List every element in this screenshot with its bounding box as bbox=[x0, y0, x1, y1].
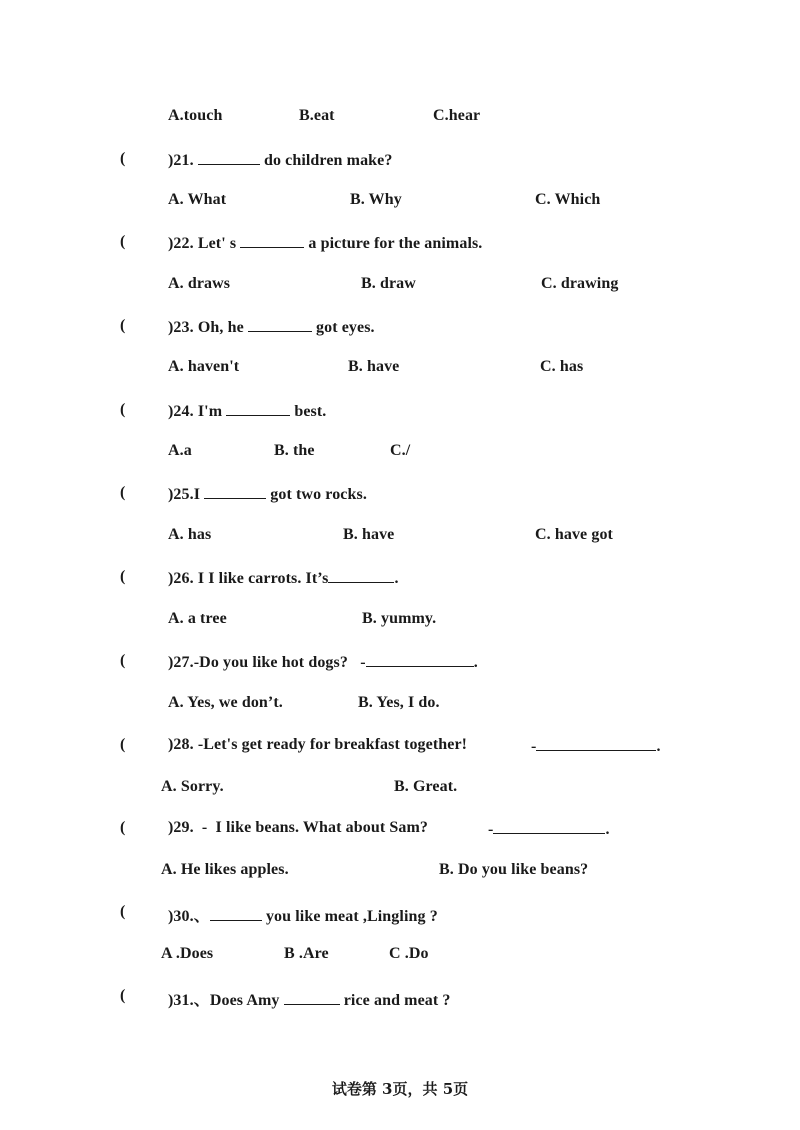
question-number: )28. bbox=[168, 736, 194, 753]
answer-blank[interactable] bbox=[536, 736, 656, 751]
q22-option-a: A. draws bbox=[168, 275, 231, 292]
question-28 bbox=[168, 736, 467, 754]
question-number: )30. bbox=[168, 908, 194, 925]
question-text: I bbox=[193, 486, 205, 503]
question-22 bbox=[168, 233, 482, 253]
answer-paren: ( bbox=[120, 736, 126, 753]
question-number: )26. bbox=[168, 570, 194, 587]
question-text: . bbox=[605, 821, 610, 838]
answer-paren: ( bbox=[120, 903, 126, 920]
q24-option-a: A.a bbox=[168, 442, 192, 459]
answer-paren: ( bbox=[120, 317, 126, 334]
q21-option-b: B. Why bbox=[350, 191, 402, 208]
answer-paren: ( bbox=[120, 401, 126, 418]
question-25 bbox=[168, 484, 367, 504]
question-text: 、Does Amy bbox=[193, 992, 284, 1009]
q28-option-b: B. Great. bbox=[394, 778, 458, 795]
q24-option-b: B. the bbox=[274, 442, 315, 459]
answer-blank[interactable] bbox=[198, 150, 260, 165]
q30-option-a: A .Does bbox=[161, 945, 214, 962]
question-text: a picture for the animals. bbox=[304, 235, 483, 252]
answer-blank[interactable] bbox=[328, 568, 394, 583]
question-text: . bbox=[473, 654, 478, 671]
q20-option-a: A.touch bbox=[168, 107, 223, 124]
question-text: got two rocks. bbox=[266, 486, 367, 503]
question-number: )29. bbox=[168, 819, 194, 836]
question-23 bbox=[168, 317, 375, 337]
q30-option-b: B .Are bbox=[284, 945, 329, 962]
reply-28 bbox=[531, 736, 661, 756]
q21-option-c: C. Which bbox=[535, 191, 601, 208]
q28-option-a: A. Sorry. bbox=[161, 778, 224, 795]
question-text: Oh, he bbox=[193, 319, 248, 336]
answer-blank[interactable] bbox=[204, 484, 266, 499]
q25-option-b: B. have bbox=[343, 526, 395, 543]
answer-blank[interactable] bbox=[366, 652, 474, 667]
answer-paren: ( bbox=[120, 150, 126, 167]
question-text: -Do you like hot dogs? - bbox=[193, 654, 366, 671]
answer-paren: ( bbox=[120, 987, 126, 1004]
question-text: best. bbox=[290, 403, 327, 420]
page-footer: 试卷第 3页，共 5页 bbox=[331, 1080, 469, 1098]
question-21 bbox=[168, 150, 392, 170]
q26-option-a: A. a tree bbox=[168, 610, 227, 627]
q25-option-a: A. has bbox=[168, 526, 212, 543]
q30-option-c: C .Do bbox=[389, 945, 429, 962]
q29-option-a: A. He likes apples. bbox=[161, 861, 289, 878]
question-text: - I like beans. What about Sam? bbox=[193, 819, 428, 836]
question-number: )27. bbox=[168, 654, 194, 671]
q23-option-c: C. has bbox=[540, 358, 584, 375]
question-text: rice and meat ? bbox=[339, 992, 451, 1009]
question-text: Let' s bbox=[193, 235, 241, 252]
question-30 bbox=[168, 903, 438, 926]
question-text: 、 bbox=[193, 908, 210, 925]
q21-option-a: A. What bbox=[168, 191, 227, 208]
answer-blank[interactable] bbox=[248, 317, 312, 332]
q22-option-c: C. drawing bbox=[541, 275, 619, 292]
question-number: )23. bbox=[168, 319, 194, 336]
answer-blank[interactable] bbox=[210, 906, 262, 921]
question-text: I I like carrots. It’s bbox=[193, 570, 329, 587]
question-text: . bbox=[394, 570, 399, 587]
question-number: )22. bbox=[168, 235, 194, 252]
q20-option-b: B.eat bbox=[299, 107, 335, 124]
answer-paren: ( bbox=[120, 652, 126, 669]
answer-paren: ( bbox=[120, 484, 126, 501]
q23-option-a: A. haven't bbox=[168, 358, 240, 375]
question-text: got eyes. bbox=[311, 319, 375, 336]
question-number: )31. bbox=[168, 992, 194, 1009]
answer-blank[interactable] bbox=[240, 233, 304, 248]
q26-option-b: B. yummy. bbox=[362, 610, 437, 627]
q27-option-a: A. Yes, we don’t. bbox=[168, 694, 283, 711]
q20-option-c: C.hear bbox=[433, 107, 481, 124]
q22-option-b: B. draw bbox=[361, 275, 416, 292]
question-29 bbox=[168, 819, 428, 837]
question-text: you like meat ,Lingling ? bbox=[261, 908, 438, 925]
question-text: . bbox=[656, 738, 661, 755]
reply-29 bbox=[488, 819, 610, 839]
answer-paren: ( bbox=[120, 233, 126, 250]
question-26 bbox=[168, 568, 399, 588]
question-text: I'm bbox=[193, 403, 227, 420]
q25-option-c: C. have got bbox=[535, 526, 613, 543]
question-31 bbox=[168, 987, 451, 1010]
question-27 bbox=[168, 652, 478, 672]
reply-dash: - bbox=[488, 821, 494, 838]
question-text: -Let's get ready for breakfast together! bbox=[193, 736, 468, 753]
q29-option-b: B. Do you like beans? bbox=[439, 861, 589, 878]
question-number: )25. bbox=[168, 486, 194, 503]
q24-option-c: C./ bbox=[390, 442, 411, 459]
question-number: )24. bbox=[168, 403, 194, 420]
question-number: )21. bbox=[168, 152, 194, 169]
answer-blank[interactable] bbox=[226, 401, 290, 416]
question-text: do children make? bbox=[259, 152, 393, 169]
question-24 bbox=[168, 401, 326, 421]
answer-blank[interactable] bbox=[284, 990, 340, 1005]
q23-option-b: B. have bbox=[348, 358, 400, 375]
reply-dash: - bbox=[531, 738, 537, 755]
answer-blank[interactable] bbox=[493, 819, 605, 834]
answer-paren: ( bbox=[120, 568, 126, 585]
answer-paren: ( bbox=[120, 819, 126, 836]
q27-option-b: B. Yes, I do. bbox=[358, 694, 440, 711]
